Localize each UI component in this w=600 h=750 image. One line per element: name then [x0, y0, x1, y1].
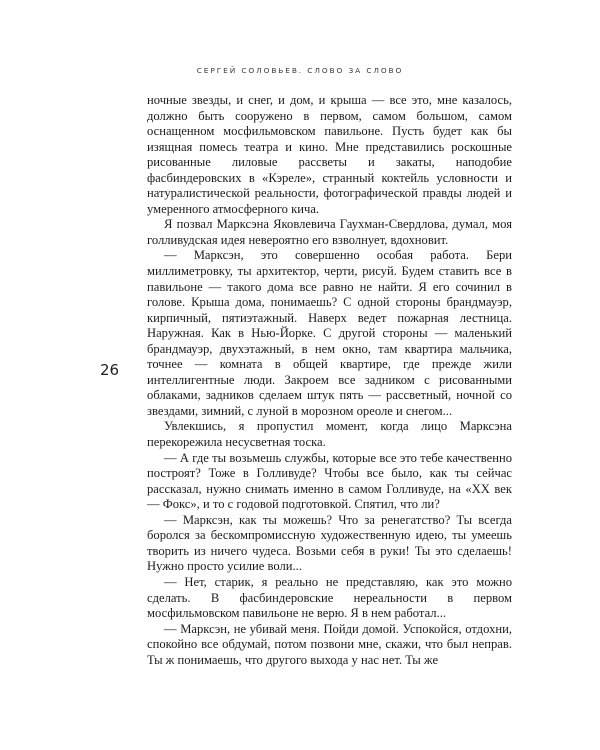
paragraph: Я позвал Марксэна Яковлевича Гаухман-Свердлова, думал, моя голливудская идея невероятно его взволнует, вдохновит. [147, 217, 512, 247]
page-number: 26 [100, 361, 120, 379]
paragraph: — Марксэн, не убивай меня. Пойди домой. Успокойся, отдохни, спокойно все обдумай, потом позвони мне, скажи, что был неправ. Ты ж понимаешь, что другого выхода у нас нет. Ты же [147, 621, 512, 667]
running-header: СЕРГЕЙ СОЛОВЬЕВ. СЛОВО ЗА СЛОВО [196, 66, 404, 75]
paragraph: — Марксэн, это совершенно особая работа. Бери миллиметровку, ты архитектор, черти, рисуй. Будем ставить все в павильоне — такого дома все равно не найти. Я его сочинил в голове. Крыша дома, понимаешь? С одной стороны брандмауэр, кирпичный, пятиэтажный. Наверх ведет пожарная лестница. Наружная. Как в Нью-Йорке. С другой стороны — маленький брандмауэр, двухэтажный, в нем окно, там квартира мальчика, точнее — комната в общей квартире, где прежде жили интеллигентные люди. Закроем все задником с рисованными облаками, задников сделаем штук пять — рассветный, ночной со звездами, зимний, с луной в морозном ореоле и снегом... [147, 248, 512, 418]
paragraph: Увлекшись, я пропустил момент, когда лицо Марксэна перекорежила несусветная тоска. [147, 419, 512, 450]
paragraph: — А где ты возьмешь службы, которые все это тебе качественно построят? Тоже в Голливуде? Чтобы все было, как ты сейчас рассказал, нужно снимать именно в самом Голливуде, на «XX век — Фокс», и то с годовой подготовкой. Спятил, что ли? [147, 450, 512, 512]
paragraph: — Нет, старик, я реально не представляю, как это можно сделать. В фасбиндеровские нереальности в первом мосфильмовском павильоне не верю. Я в нем работал... [147, 574, 512, 621]
body-text [147, 93, 512, 668]
paragraph: — Марксэн, как ты можешь? Что за ренегатство? Ты всегда боролся за бескомпромиссную художественную идею, ты умеешь творить из ничего чудеса. Возьми себя в руки! Ты это сделаешь! Нужно просто усилие воли... [147, 512, 512, 574]
paragraph: ночные звезды, и снег, и дом, и крыша — все это, мне казалось, должно быть сооружено в первом, самом большом, самом оснащенном мосфильмовском павильоне. Пусть будет как бы изящная помесь театра и кино. Мне представились роскошные рисованные лиловые рассветы и закаты, наподобие фасбиндеровских в «Кэреле», странный коктейль условности и натуралистической реальности, фотографической правды людей и умеренного атмосферного кича. [147, 93, 512, 216]
